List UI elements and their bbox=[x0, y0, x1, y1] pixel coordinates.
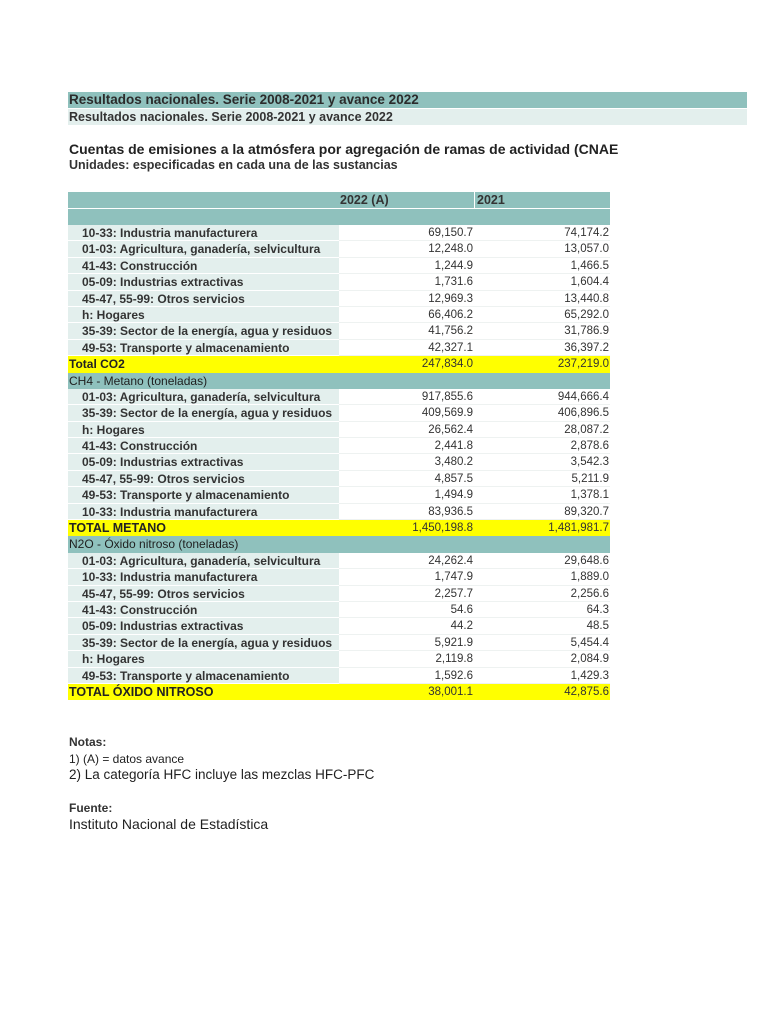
row-label bbox=[68, 454, 339, 470]
table-row bbox=[68, 274, 610, 290]
value-2021: 29,648.6 bbox=[564, 554, 609, 567]
table-row bbox=[68, 651, 610, 667]
row-label-text: 01-03: Agricultura, ganadería, selvicultura bbox=[82, 242, 321, 257]
row-label-text: 49-53: Transporte y almacenamiento bbox=[82, 668, 290, 683]
table-units: Unidades: especificadas en cada una de las sustancias bbox=[69, 158, 398, 172]
table-row bbox=[68, 553, 610, 569]
table-row bbox=[68, 307, 610, 323]
row-label bbox=[68, 569, 339, 585]
value-2021: 1,889.0 bbox=[570, 571, 609, 584]
table-row bbox=[68, 438, 610, 454]
value-2021: 406,896.5 bbox=[557, 407, 609, 420]
value-2021: 65,292.0 bbox=[564, 308, 609, 321]
value-2021: 13,440.8 bbox=[564, 292, 609, 305]
table-row bbox=[68, 241, 610, 257]
row-label-text: h: Hogares bbox=[82, 422, 145, 437]
row-label-text: TOTAL ÓXIDO NITROSO bbox=[69, 684, 214, 699]
value-2021: 36,397.2 bbox=[564, 341, 609, 354]
table-row bbox=[68, 668, 610, 684]
row-label bbox=[68, 668, 339, 684]
value-2021: 944,666.4 bbox=[557, 390, 609, 403]
value-2021: 5,211.9 bbox=[571, 472, 609, 485]
row-label-text: 05-09: Industrias extractivas bbox=[82, 619, 244, 634]
value-2022: 24,262.4 bbox=[428, 554, 473, 567]
note-2: 2) La categoría HFC incluye las mezclas HFC-PFC bbox=[69, 767, 375, 782]
total-row bbox=[68, 520, 610, 536]
value-2022: 69,150.7 bbox=[428, 227, 473, 239]
table-row bbox=[68, 487, 610, 503]
row-label-text: 41-43: Construcción bbox=[82, 439, 198, 454]
value-2022: 5,921.9 bbox=[434, 636, 473, 649]
row-label-text: 01-03: Agricultura, ganadería, selvicultura bbox=[82, 553, 321, 568]
value-2022: 38,001.1 bbox=[428, 685, 473, 698]
report-banner bbox=[68, 92, 747, 108]
row-label bbox=[68, 504, 339, 520]
value-2022: 1,731.6 bbox=[434, 276, 473, 289]
value-2022: 83,936.5 bbox=[428, 505, 473, 518]
column-divider bbox=[474, 192, 475, 208]
row-label bbox=[68, 389, 339, 405]
value-2022: 41,756.2 bbox=[428, 325, 473, 338]
column-header-row bbox=[68, 192, 610, 208]
value-2021: 48.5 bbox=[586, 620, 609, 633]
value-2021: 89,320.7 bbox=[564, 505, 609, 518]
row-label bbox=[68, 340, 339, 356]
value-2022: 2,441.8 bbox=[434, 440, 473, 453]
row-label-text: h: Hogares bbox=[82, 307, 145, 322]
table-row bbox=[68, 569, 610, 585]
row-label bbox=[68, 471, 339, 487]
row-label bbox=[68, 553, 339, 569]
row-label bbox=[68, 373, 610, 389]
row-label bbox=[68, 274, 339, 290]
value-2022: 1,592.6 bbox=[434, 669, 473, 682]
column-header-2021: 2021 bbox=[477, 193, 505, 207]
row-label bbox=[68, 651, 339, 667]
value-2022: 247,834.0 bbox=[421, 358, 473, 371]
row-label-text: 10-33: Industria manufacturera bbox=[82, 570, 258, 585]
emissions-table bbox=[68, 225, 610, 700]
row-label-text: 35-39: Sector de la energía, agua y residuos bbox=[82, 324, 333, 339]
row-label-text: 45-47, 55-99: Otros servicios bbox=[82, 471, 245, 486]
value-2022: 1,450,198.8 bbox=[412, 522, 473, 535]
total-row bbox=[68, 684, 610, 700]
value-2021: 1,604.4 bbox=[570, 276, 609, 289]
table-row bbox=[68, 635, 610, 651]
value-2021: 74,174.2 bbox=[564, 227, 609, 239]
row-label-text: 35-39: Sector de la energía, agua y residuos bbox=[82, 635, 333, 650]
value-2022: 2,257.7 bbox=[434, 587, 473, 600]
value-2021: 1,429.3 bbox=[570, 669, 609, 682]
note-1: 1) (A) = datos avance bbox=[69, 752, 185, 766]
notes-heading: Notas: bbox=[69, 735, 107, 749]
row-label bbox=[68, 487, 339, 503]
row-label-text: CH4 - Metano (toneladas) bbox=[69, 373, 208, 388]
value-2021: 1,378.1 bbox=[570, 489, 609, 502]
value-2021: 31,786.9 bbox=[564, 325, 609, 338]
row-label-text: 41-43: Construcción bbox=[82, 258, 198, 273]
row-label bbox=[68, 602, 339, 618]
row-label bbox=[68, 438, 339, 454]
row-label bbox=[68, 635, 339, 651]
value-2021: 5,454.4 bbox=[570, 636, 609, 649]
value-2021: 2,256.6 bbox=[570, 587, 609, 600]
row-label-text: Total CO2 bbox=[69, 357, 125, 372]
table-row bbox=[68, 618, 610, 634]
table-row bbox=[68, 504, 610, 520]
row-label bbox=[68, 241, 339, 257]
row-label bbox=[68, 323, 339, 339]
row-label bbox=[68, 307, 339, 323]
table-row bbox=[68, 389, 610, 405]
value-2022: 917,855.6 bbox=[421, 390, 473, 403]
row-label bbox=[68, 586, 339, 602]
row-label bbox=[68, 225, 339, 241]
value-2022: 44.2 bbox=[450, 620, 473, 633]
row-label bbox=[68, 684, 339, 700]
table-title: Cuentas de emisiones a la atmósfera por agregación de ramas de actividad (CNAE bbox=[69, 141, 619, 157]
source-text: Instituto Nacional de Estadística bbox=[69, 816, 269, 832]
row-label-text: N2O - Óxido nitroso (toneladas) bbox=[69, 537, 239, 552]
value-2021: 42,875.6 bbox=[564, 685, 609, 698]
row-label bbox=[68, 405, 339, 421]
row-label bbox=[68, 291, 339, 307]
row-label-text: 45-47, 55-99: Otros servicios bbox=[82, 291, 245, 306]
table-row bbox=[68, 405, 610, 421]
total-row bbox=[68, 356, 610, 372]
value-2022: 4,857.5 bbox=[434, 472, 473, 485]
row-label-text: 01-03: Agricultura, ganadería, selvicultura bbox=[82, 389, 321, 404]
value-2021: 3,542.3 bbox=[570, 456, 609, 469]
row-label-text: TOTAL METANO bbox=[69, 521, 166, 536]
row-label-text: 49-53: Transporte y almacenamiento bbox=[82, 488, 290, 503]
row-label bbox=[68, 618, 339, 634]
row-label-text: 41-43: Construcción bbox=[82, 602, 198, 617]
value-2022: 66,406.2 bbox=[428, 308, 473, 321]
row-label bbox=[68, 536, 610, 552]
value-2022: 1,494.9 bbox=[434, 489, 473, 502]
row-label-text: 10-33: Industria manufacturera bbox=[82, 226, 258, 240]
table-row bbox=[68, 454, 610, 470]
row-label-text: 45-47, 55-99: Otros servicios bbox=[82, 586, 245, 601]
value-2021: 2,084.9 bbox=[570, 653, 609, 666]
value-2022: 12,248.0 bbox=[428, 243, 473, 256]
source-heading: Fuente: bbox=[69, 801, 113, 815]
value-2021: 64.3 bbox=[586, 603, 609, 616]
row-label bbox=[68, 520, 339, 536]
value-2021: 28,087.2 bbox=[564, 423, 609, 436]
section-header-row bbox=[68, 373, 610, 389]
value-2022: 26,562.4 bbox=[428, 423, 473, 436]
value-2022: 1,244.9 bbox=[434, 259, 473, 272]
value-2022: 42,327.1 bbox=[428, 341, 473, 354]
value-2022: 3,480.2 bbox=[434, 456, 473, 469]
table-row bbox=[68, 422, 610, 438]
column-header-spacer-row bbox=[68, 209, 610, 225]
row-label-text: 05-09: Industrias extractivas bbox=[82, 455, 244, 470]
row-label-text: 10-33: Industria manufacturera bbox=[82, 504, 258, 519]
table-row bbox=[68, 258, 610, 274]
row-label-text: h: Hogares bbox=[82, 652, 145, 667]
value-2021: 237,219.0 bbox=[557, 358, 609, 371]
report-subbanner bbox=[68, 109, 747, 125]
table-row bbox=[68, 291, 610, 307]
column-header-2022: 2022 (A) bbox=[340, 193, 389, 207]
value-2022: 2,119.8 bbox=[435, 653, 473, 666]
table-row bbox=[68, 323, 610, 339]
report-banner-title: Resultados nacionales. Serie 2008-2021 y avance 2022 bbox=[69, 92, 419, 107]
row-label-text: 49-53: Transporte y almacenamiento bbox=[82, 340, 290, 355]
row-label bbox=[68, 258, 339, 274]
value-2021: 2,878.6 bbox=[570, 440, 609, 453]
value-2021: 1,466.5 bbox=[570, 259, 609, 272]
section-header-row bbox=[68, 536, 610, 552]
table-row bbox=[68, 340, 610, 356]
table-row bbox=[68, 471, 610, 487]
row-label-text: 35-39: Sector de la energía, agua y residuos bbox=[82, 406, 333, 421]
table-row bbox=[68, 586, 610, 602]
value-2021: 13,057.0 bbox=[564, 243, 609, 256]
value-2022: 1,747.9 bbox=[434, 571, 473, 584]
value-2021: 1,481,981.7 bbox=[548, 522, 609, 535]
row-label bbox=[68, 356, 339, 372]
value-2022: 54.6 bbox=[450, 603, 473, 616]
row-label-text: 05-09: Industrias extractivas bbox=[82, 275, 244, 290]
row-label bbox=[68, 422, 339, 438]
report-subbanner-title: Resultados nacionales. Serie 2008-2021 y avance 2022 bbox=[69, 110, 393, 124]
value-2022: 12,969.3 bbox=[428, 292, 473, 305]
table-row bbox=[68, 225, 610, 241]
value-2022: 409,569.9 bbox=[421, 407, 473, 420]
table-row bbox=[68, 602, 610, 618]
